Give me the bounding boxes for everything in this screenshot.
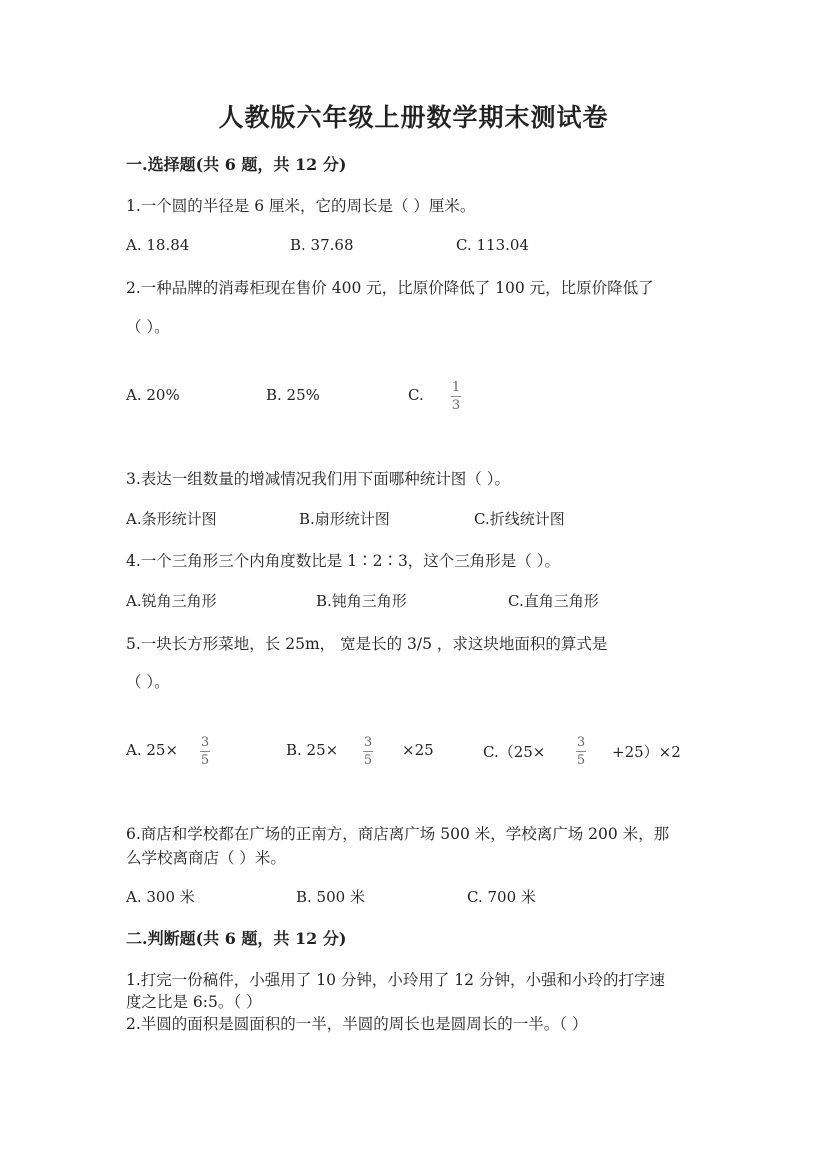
question-1: 1.一个圆的半径是 6 厘米，它的周长是（ ）厘米。 xyxy=(126,197,476,215)
judgment-1-line2: 度之比是 6:5。（ ） xyxy=(126,993,262,1011)
section-heading-choice: 一.选择题(共 6 题，共 12 分) xyxy=(126,155,347,174)
fraction-denominator: 5 xyxy=(576,753,586,768)
q1-option-c: C. 113.04 xyxy=(456,236,529,254)
judgment-1-line1: 1.打完一份稿件，小强用了 10 分钟，小玲用了 12 分钟，小强和小玲的打字速 xyxy=(126,971,665,989)
q5-option-b-suffix: ×25 xyxy=(402,741,434,759)
q4-option-b: B.钝角三角形 xyxy=(316,592,407,610)
q1-option-a: A. 18.84 xyxy=(126,236,190,254)
question-5-line1: 5.一块长方形菜地，长 25m， 宽是长的 3/5 ，求这块地面积的算式是 xyxy=(126,635,608,653)
question-6-line2: 么学校离商店（ ）米。 xyxy=(126,849,286,867)
fraction-bar xyxy=(576,751,586,752)
q5-option-c-fraction xyxy=(576,736,586,767)
q2-option-a: A. 20% xyxy=(126,386,180,404)
fraction-numerator: 3 xyxy=(363,735,373,750)
q2-option-b: B. 25% xyxy=(266,386,320,404)
judgment-2: 2.半圆的面积是圆面积的一半，半圆的周长也是圆周长的一半。（ ） xyxy=(126,1015,588,1033)
q3-option-a: A.条形统计图 xyxy=(126,510,217,528)
q2-fraction xyxy=(451,381,461,412)
q6-option-a: A. 300 米 xyxy=(126,888,195,906)
question-3: 3.表达一组数量的增减情况我们用下面哪种统计图（ ）。 xyxy=(126,470,510,488)
fraction-bar xyxy=(363,751,373,752)
fraction-denominator: 5 xyxy=(363,753,373,768)
question-2-line1: 2.一种品牌的消毒柜现在售价 400 元，比原价降低了 100 元，比原价降低了 xyxy=(126,279,654,297)
q5-option-a-fraction xyxy=(200,736,210,767)
q4-option-a: A.锐角三角形 xyxy=(126,592,217,610)
section-heading-judgment: 二.判断题(共 6 题，共 12 分) xyxy=(126,929,347,948)
q5-option-c-suffix: +25）×2 xyxy=(612,743,681,761)
fraction-numerator: 3 xyxy=(200,735,210,750)
fraction-denominator: 5 xyxy=(200,753,210,768)
q4-option-c: C.直角三角形 xyxy=(508,592,599,610)
q6-option-c: C. 700 米 xyxy=(467,888,536,906)
q3-option-b: B.扇形统计图 xyxy=(299,510,390,528)
q3-option-c: C.折线统计图 xyxy=(474,510,565,528)
q5-option-a: A. 25× xyxy=(126,741,179,759)
q5-option-c: C.（25× xyxy=(483,743,546,761)
fraction-denominator: 3 xyxy=(451,398,461,413)
question-5-line2: （ ）。 xyxy=(126,673,170,691)
question-2-line2: （ ）。 xyxy=(126,318,170,336)
page-title: 人教版六年级上册数学期末测试卷 xyxy=(218,103,609,132)
fraction-numerator: 3 xyxy=(576,735,586,750)
question-4: 4.一个三角形三个内角度数比是 1∶2∶3，这个三角形是（ ）。 xyxy=(126,552,560,570)
question-6-line1: 6.商店和学校都在广场的正南方，商店离广场 500 米，学校离广场 200 米，那 xyxy=(126,825,670,843)
q6-option-b: B. 500 米 xyxy=(296,888,365,906)
fraction-numerator: 1 xyxy=(451,380,461,395)
q5-option-b: B. 25× xyxy=(286,741,339,759)
fraction-bar xyxy=(200,751,210,752)
q5-option-b-fraction xyxy=(363,736,373,767)
q2-option-c: C. xyxy=(408,386,424,404)
q1-option-b: B. 37.68 xyxy=(290,236,354,254)
fraction-bar xyxy=(451,396,461,397)
